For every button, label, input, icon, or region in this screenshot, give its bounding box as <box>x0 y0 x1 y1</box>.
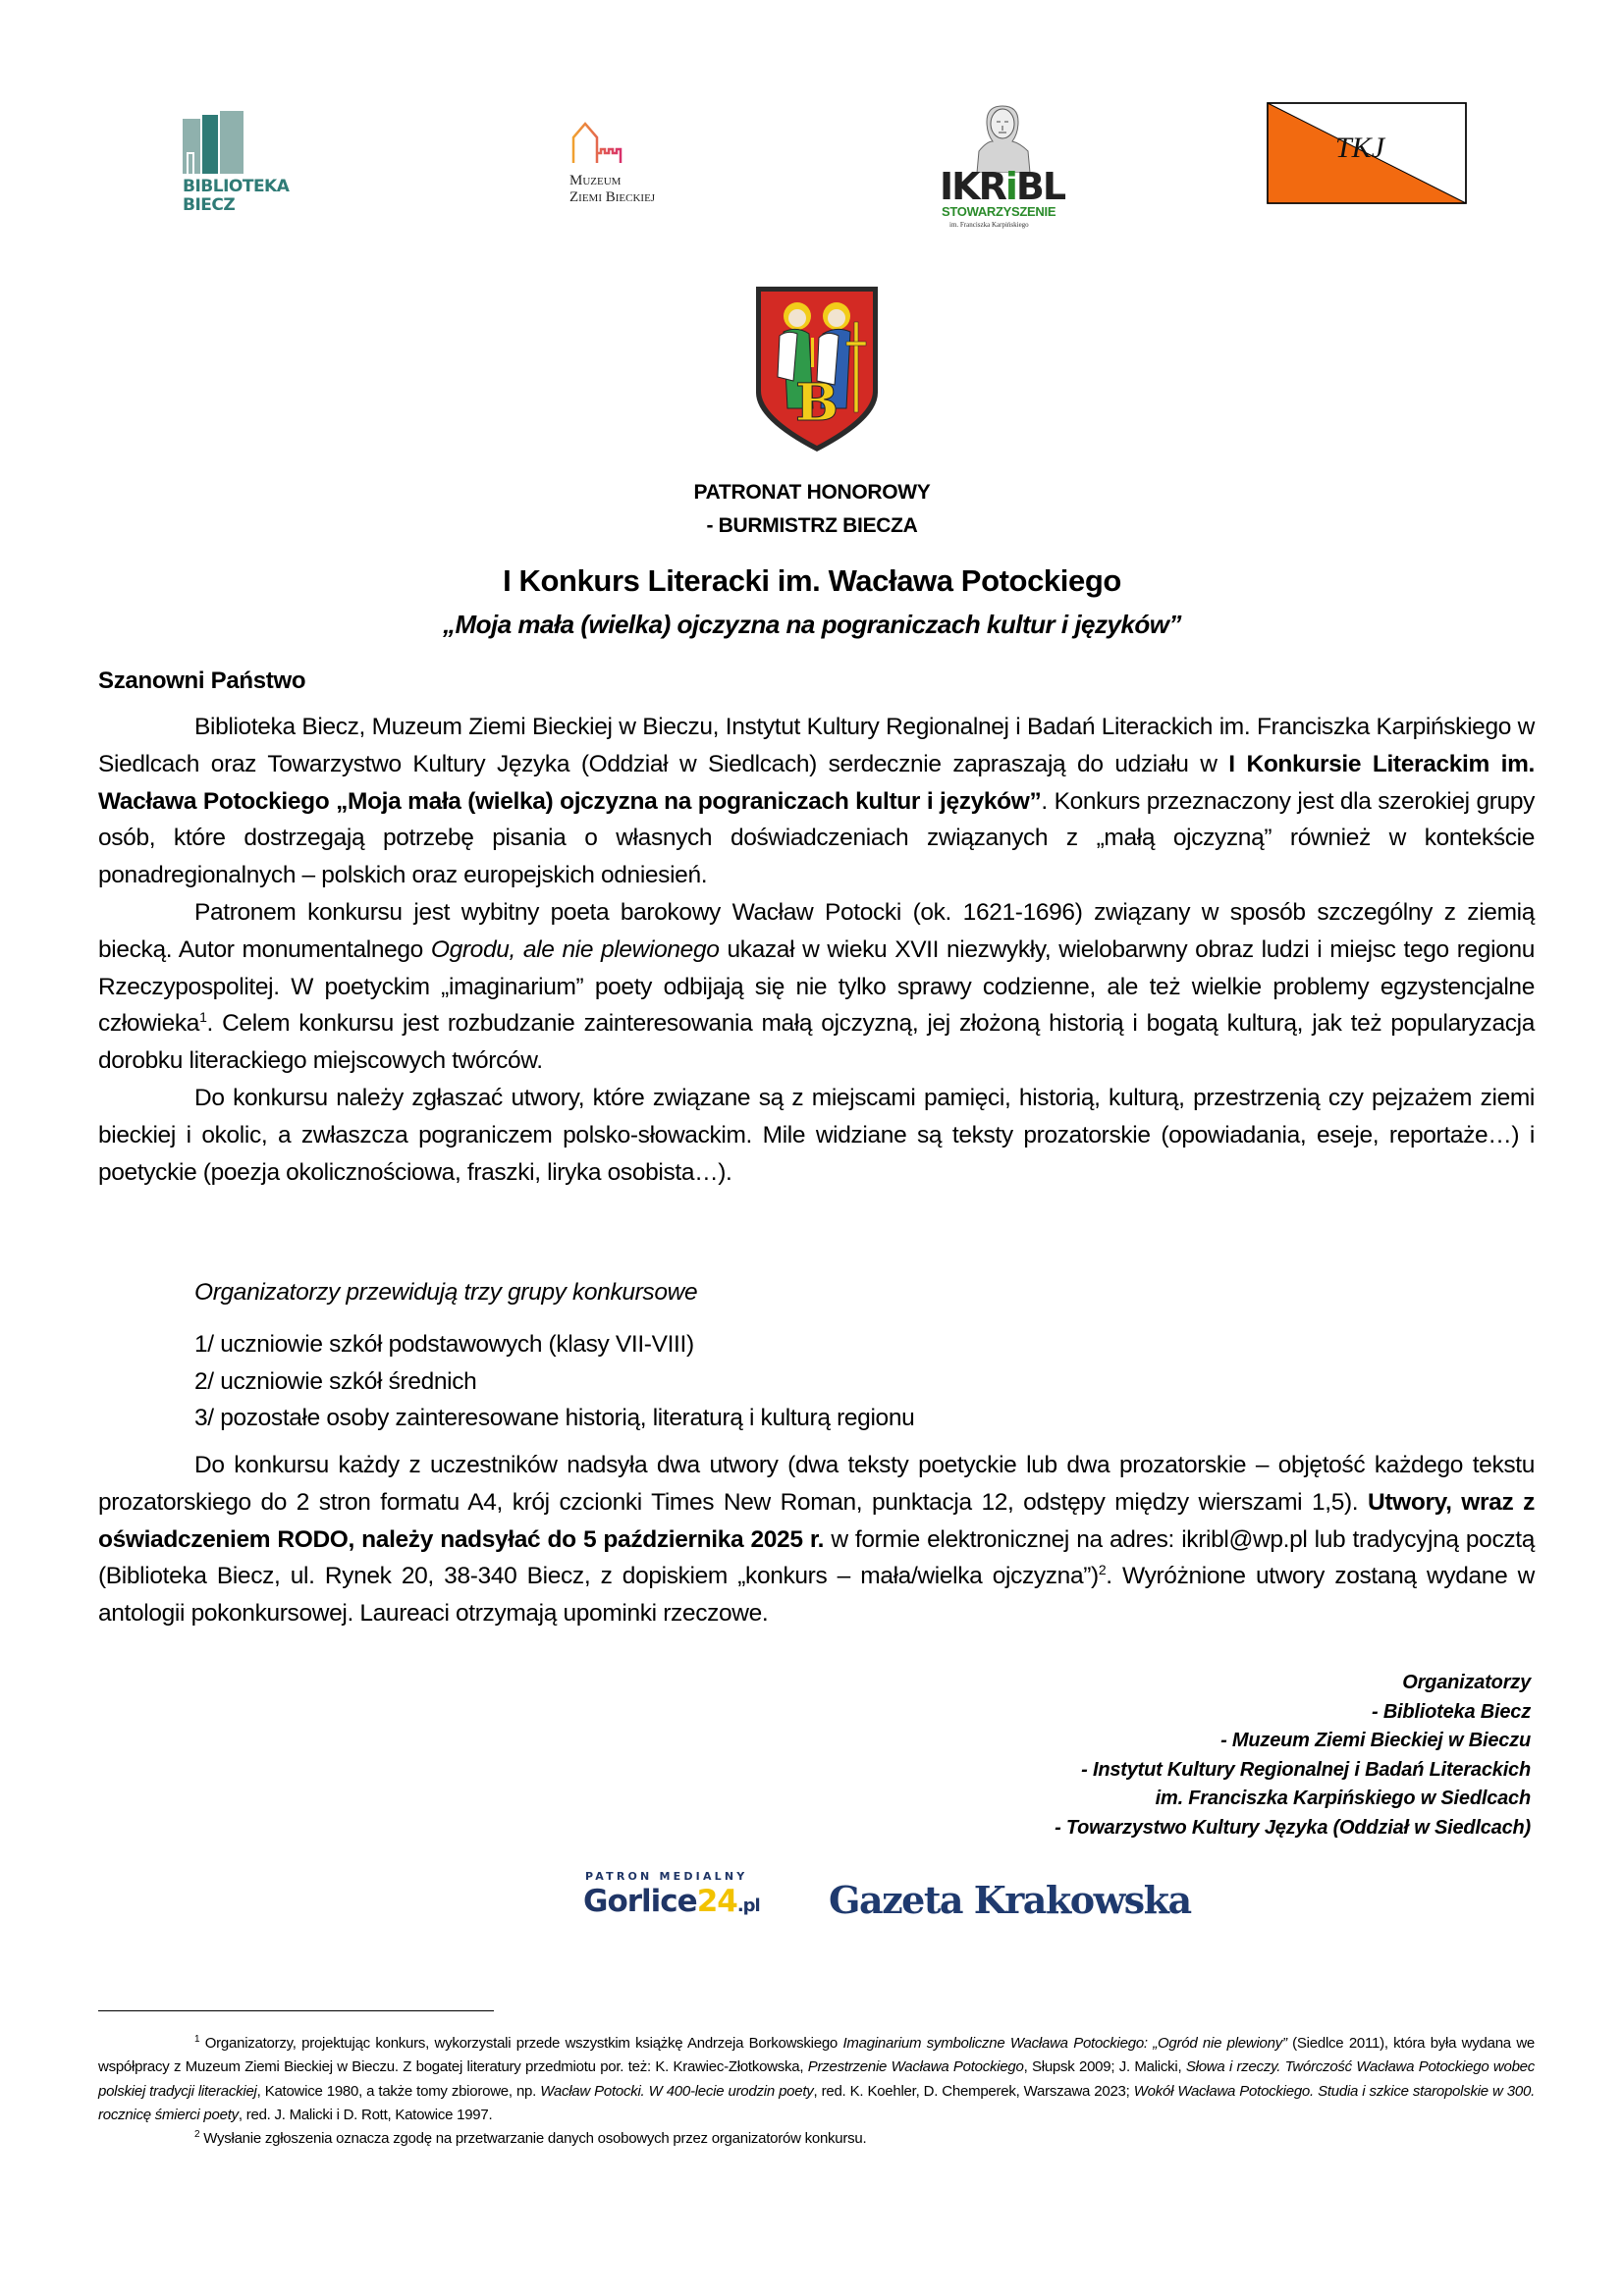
biblioteka-logo-text <box>183 178 289 215</box>
ikribl-name-i: i <box>1004 165 1016 208</box>
biecz-coat-of-arms <box>748 283 886 454</box>
groups-intro: Organizatorzy przewidują trzy grupy konkursowe <box>194 1279 698 1306</box>
footnote-title: Wacław Potocki. W 400-lecie urodzin poety <box>540 2082 814 2100</box>
paragraph-themes: Do konkursu należy zgłaszać utwory, które związane są z miejscami pamięci, historią, kulturą, przestrzenią czy pejzażem ziemi bieckiej i okolic, a zwłaszcza pograniczem polsko-słowackim. Mile widziane są teksty prozatorskie (opowiadania, eseje, reportaże…) i poetyckie (poezja okolicznościowa, fraszki, liryka osobista…). <box>98 1084 1535 1186</box>
gorlice24-logo <box>583 1884 760 1919</box>
footnote-number: 2 <box>194 2129 200 2141</box>
footnote-text: , Katowice 1980, a także tomy zbiorowe, np. <box>256 2082 541 2100</box>
patronage-heading: PATRONAT HONOROWY <box>693 481 931 504</box>
contest-title: I Konkurs Literacki im. Wacława Potockiego <box>503 563 1121 598</box>
footnote-title: Imaginarium symboliczne Wacława Potockiego: „Ogród nie plewiony” <box>842 2035 1287 2052</box>
footnotes <box>98 2032 1535 2151</box>
footnote-text: Organizatorzy, projektując konkurs, wykorzystali przede wszystkim książkę Andrzeja Borkowskiego <box>199 2035 843 2052</box>
ikribl-logo <box>928 102 1075 232</box>
footnote-ref-2[interactable]: 2 <box>1098 1562 1107 1578</box>
body-text-rules <box>98 1447 1535 1632</box>
castle-outline-icon <box>571 120 630 169</box>
organizer-line: - Biblioteka Biecz <box>1372 1700 1531 1723</box>
footnote-title: Słowa i rzeczy. Twórczość Wacława Potockiego wobec polskiej tradycji literackiej <box>98 2058 1535 2100</box>
organizer-line: im. Franciszka Karpińskiego w Siedlcach <box>1155 1788 1531 1809</box>
footnote-1 <box>98 2032 1535 2127</box>
ikribl-logo-subtitle: STOWARZYSZENIE <box>942 204 1056 219</box>
footnote-title: Przestrzenie Wacława Potockiego <box>807 2058 1024 2076</box>
footnote-ref-1[interactable]: 1 <box>199 1009 207 1026</box>
ikribl-name-part: IKR <box>940 165 1005 208</box>
groups-list <box>194 1326 914 1437</box>
paragraph-text: w formie elektronicznej na adres: ikribl@wp.pl lub tradycyjną pocztą (Biblioteka Biecz, ul. Rynek 20, 38-340 Biecz, z dopiskiem „konkurs – mała/wielka ojczyzna”) <box>98 1525 1535 1590</box>
footnote-text: , Słupsk 2009; J. Malicki, <box>1023 2058 1186 2076</box>
muzeum-ziemi-bieckiej-logo <box>569 120 707 218</box>
ikribl-name-part: BL <box>1015 165 1065 208</box>
media-patrons <box>581 1870 1219 1939</box>
group-item: 3/ pozostałe osoby zainteresowane historią, literaturą i kulturą regionu <box>194 1405 915 1431</box>
footnote-text: (Siedlce 2011), która była wydana we współpracy z Muzeum Ziemi Bieckiej w Bieczu. Z bogatej literatury przedmiotu por. też: K. Krawiec-Złotkowska, <box>98 2035 1536 2076</box>
paragraph-rules <box>98 1447 1535 1632</box>
gorlice-logo-text: Gorlice <box>583 1884 697 1919</box>
biblioteka-logo-line2: BIECZ <box>183 195 236 215</box>
organizer-line: - Instytut Kultury Regionalnej i Badań Literackich <box>1081 1758 1531 1781</box>
biblioteka-logo-line1: BIBLIOTEKA <box>183 177 290 196</box>
muzeum-logo-text <box>569 173 655 206</box>
paragraph-invitation <box>98 709 1535 894</box>
paragraph-text: Patronem konkursu jest wybitny poeta barokowy Wacław Potocki (ok. 1621-1696) związany w sposób szczególny z ziemią biecką. Autor monumentalnego <box>98 898 1535 963</box>
paragraph-patron <box>98 894 1535 1080</box>
paragraph-text: . Konkurs przeznaczony jest dla szerokiej grupy osób, które dostrzegają potrzebę pisania o własnych doświadczeniach związanych z „małą ojczyzną” również w kontekście ponadregionalnych – polskich oraz europejskich odniesień. <box>98 787 1535 889</box>
tkj-logo <box>1267 102 1467 204</box>
contest-name-bold: I Konkursie Literackim im. Wacława Potockiego „Moja mała (wielka) ojczyzna na pograniczach kultur i języków” <box>98 750 1535 815</box>
coat-of-arms-letter: B <box>795 373 839 433</box>
tkj-logo-text: TKJ <box>1335 132 1385 164</box>
footnote-text: , red. K. Koehler, D. Chemperek, Warszawa 2023; <box>813 2082 1134 2100</box>
footnote-2 <box>98 2127 1535 2151</box>
body-text <box>98 709 1535 1191</box>
footnote-title: Wokół Wacława Potockiego. Studia i szkice staropolskie w 300. rocznicę śmierci poety <box>98 2082 1535 2123</box>
paragraph-text: ukazał w wieku XVII niezwykły, wielobarwny obraz ludzi i miejsc tego regionu Rzeczypospolitej. W poetyckim „imaginarium” poety odbijają się nie tylko sprawy codzienne, ale też wielkie problemy egzystencjalne człowieka <box>98 935 1536 1038</box>
portrait-engraving-icon <box>957 102 1046 173</box>
group-item: 2/ uczniowie szkół średnich <box>194 1367 477 1395</box>
library-building-icon <box>183 111 251 185</box>
patronage-mayor: - BURMISTRZ BIECZA <box>706 514 918 537</box>
organizers-block <box>1055 1669 1531 1842</box>
muzeum-logo-line2: Ziemi Bieckiej <box>569 189 656 205</box>
ikribl-logo-patron: im. Franciszka Karpińskiego <box>949 221 1029 229</box>
footnote-text: Wysłanie zgłoszenia oznacza zgodę na przetwarzanie danych osobowych przez organizatorów konkursu. <box>199 2130 867 2148</box>
organizers-heading: Organizatorzy <box>1402 1672 1531 1693</box>
gorlice-logo-domain: .pl <box>736 1896 760 1916</box>
footnote-text: , red. J. Malicki i D. Rott, Katowice 1997. <box>238 2106 493 2123</box>
organizer-line: - Towarzystwo Kultury Języka (Oddział w Siedlcach) <box>1055 1816 1531 1839</box>
muzeum-logo-line1: Muzeum <box>569 173 622 188</box>
footnote-separator <box>98 2010 494 2011</box>
salutation: Szanowni Państwo <box>98 667 306 694</box>
group-item: 1/ uczniowie szkół podstawowych (klasy VII-VIII) <box>194 1331 694 1358</box>
ikribl-logo-name <box>940 165 1064 208</box>
media-patron-label: PATRON MEDIALNY <box>585 1870 748 1883</box>
deadline-bold: Utwory, wraz z oświadczeniem RODO, należy nadsyłać do 5 października 2025 r. <box>98 1488 1535 1553</box>
biblioteka-biecz-logo <box>177 103 314 221</box>
organizer-line: - Muzeum Ziemi Bieckiej w Bieczu <box>1220 1730 1531 1751</box>
paragraph-text: . Wyróżnione utwory zostaną wydane w antologii pokonkursowej. Laureaci otrzymają upominki rzeczowe. <box>98 1563 1535 1628</box>
paragraph-text: . Celem konkursu jest rozbudzanie zainteresowania małą ojczyzną, jej złożoną historią i bogatą kulturą, jak też popularyzacja dorobku literackiego miejscowych twórców. <box>98 1010 1535 1075</box>
coat-of-arms-icon <box>748 283 886 454</box>
paragraph-text: Biblioteka Biecz, Muzeum Ziemi Bieckiej w Bieczu, Instytut Kultury Regionalnej i Badań Literackich im. Franciszka Karpińskiego w Siedlcach oraz Towarzystwo Kultury Języka (Oddział w Siedlcach) serdecznie zapraszają do udziału w <box>98 714 1535 777</box>
contest-subtitle: „Moja mała (wielka) ojczyzna na pograniczach kultur i języków” <box>442 610 1182 639</box>
work-title-italic: Ogrodu, ale nie plewionego <box>430 935 720 963</box>
paragraph-text: Do konkursu każdy z uczestników nadsyła dwa utwory (dwa teksty poetyckie lub dwa prozatorskie – objętość każdego tekstu prozatorskiego do 2 stron formatu A4, krój czcionki Times New Roman, punktacja 12, odstępy między wierszami 1,5). <box>98 1452 1535 1516</box>
gazeta-krakowska-logo: Gazeta Krakowska <box>829 1878 1191 1922</box>
footnote-number: 1 <box>194 2034 200 2045</box>
gorlice-logo-number: 24 <box>696 1884 737 1919</box>
